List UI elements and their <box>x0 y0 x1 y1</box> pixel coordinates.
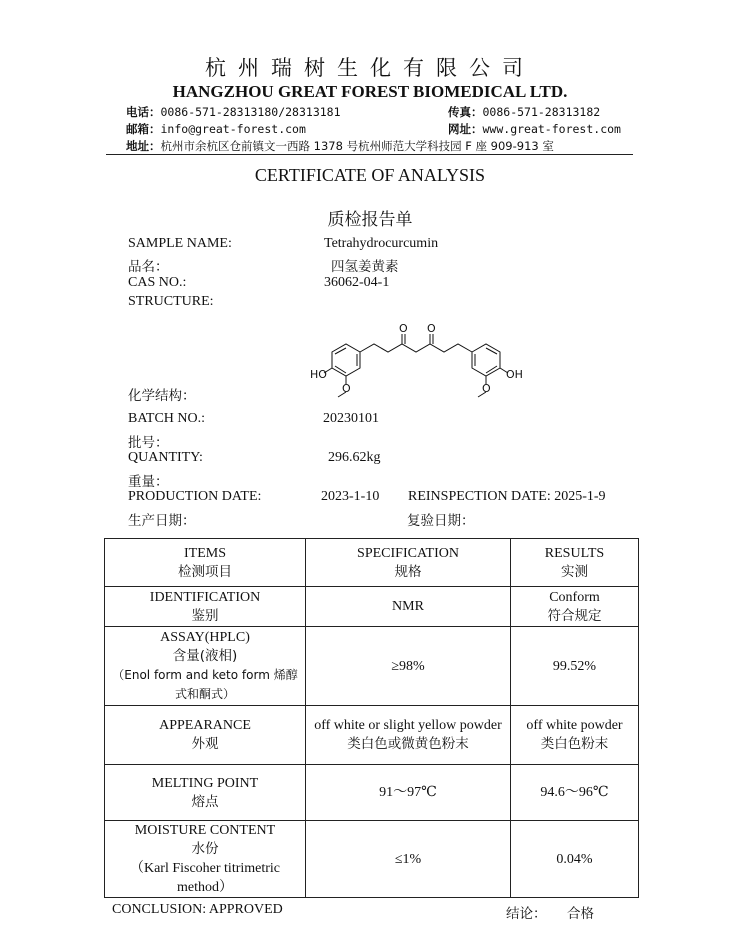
heptanedione-chain <box>360 344 472 352</box>
tel-label: 电话： <box>126 105 161 119</box>
reinspection-date-label-cn: 复验日期： <box>407 513 475 529</box>
table-row <box>105 587 639 627</box>
sample-name-label: SAMPLE NAME: <box>128 236 232 251</box>
cas-label: CAS NO.: <box>128 275 187 290</box>
quantity-label: QUANTITY: <box>128 450 203 465</box>
chemical-structure-diagram <box>310 318 540 406</box>
row-assay-result: 99.52% <box>511 627 639 706</box>
batch-label: BATCH NO.: <box>128 411 206 426</box>
table-row <box>105 627 639 706</box>
row-moisture-result: 0.04% <box>511 821 639 898</box>
hydroxyl-left: HO <box>310 368 327 381</box>
row-identification-item: IDENTIFICATION 鉴别 <box>105 587 306 627</box>
sample-name-value: Tetrahydrocurcumin <box>324 236 439 251</box>
sample-name-label-cn: 品名： <box>128 259 169 275</box>
address-line <box>126 138 554 154</box>
ketone-oxygen-right: O <box>427 322 436 335</box>
document-title-cn: 质检报告单 <box>327 210 413 230</box>
reinspection-date-label: REINSPECTION DATE: <box>408 489 551 504</box>
company-name-en: HANGZHOU GREAT FOREST BIOMEDICAL LTD. <box>172 82 568 101</box>
address-value: 杭州市余杭区仓前镇文一西路 1378 号杭州师范大学科技园 F 座 909-913 室 <box>160 139 554 153</box>
row-melting-point-result: 94.6～96℃ <box>511 765 639 821</box>
structure-label: STRUCTURE: <box>128 294 214 309</box>
row-identification-result: Conform 符合规定 <box>511 587 639 627</box>
fax-value: 0086-571-28313182 <box>482 105 601 119</box>
header-items: ITEMS 检测项目 <box>105 539 306 587</box>
web-value[interactable]: www.great-forest.com <box>482 122 621 136</box>
methoxy-oxygen-left: O <box>342 382 351 395</box>
conclusion-cn-label: 结论： <box>506 906 547 922</box>
web-line <box>448 121 621 137</box>
methoxy-oxygen-right: O <box>482 382 491 395</box>
table-row <box>105 821 639 898</box>
row-assay-item: ASSAY(HPLC) 含量(液相) （Enol form and keto form 烯醇式和酮式） <box>105 627 306 706</box>
production-date-label-cn: 生产日期： <box>128 513 196 529</box>
conclusion-en: CONCLUSION: APPROVED <box>112 902 283 917</box>
results-table <box>104 538 639 898</box>
quantity-label-cn: 重量： <box>128 474 169 490</box>
table-header-row <box>105 539 639 587</box>
left-benzene-ring <box>332 344 360 376</box>
table-row <box>105 706 639 765</box>
tel-line <box>126 104 341 120</box>
row-appearance-result: off white powder 类白色粉末 <box>511 706 639 765</box>
conclusion-cn-value: 合格 <box>567 906 594 922</box>
row-appearance-item: APPEARANCE 外观 <box>105 706 306 765</box>
table-row <box>105 765 639 821</box>
row-assay-spec: ≥98% <box>306 627 511 706</box>
batch-label-cn: 批号： <box>128 435 169 451</box>
production-date-label: PRODUCTION DATE: <box>128 489 262 504</box>
header-specification: SPECIFICATION 规格 <box>306 539 511 587</box>
email-value[interactable]: info@great-forest.com <box>160 122 306 136</box>
batch-value: 20230101 <box>323 411 379 426</box>
quantity-value: 296.62kg <box>328 450 381 465</box>
document-title-en: CERTIFICATE OF ANALYSIS <box>254 165 486 185</box>
reinspection-date-line <box>408 489 606 505</box>
email-label: 邮箱： <box>126 122 161 136</box>
fax-label: 传真： <box>448 105 483 119</box>
row-melting-point-spec: 91～97℃ <box>306 765 511 821</box>
row-appearance-spec: off white or slight yellow powder 类白色或微黄色粉末 <box>306 706 511 765</box>
structure-label-cn: 化学结构： <box>128 388 196 404</box>
right-benzene-ring <box>472 344 500 376</box>
row-identification-spec: NMR <box>306 587 511 627</box>
row-moisture-spec: ≤1% <box>306 821 511 898</box>
tel-value: 0086-571-28313180/28313181 <box>160 105 341 119</box>
hydroxyl-right: OH <box>506 368 523 381</box>
address-label: 地址： <box>126 139 161 153</box>
row-moisture-item: MOISTURE CONTENT 水份 （Karl Fiscoher titrimetric method） <box>105 821 306 898</box>
cas-value: 36062-04-1 <box>324 275 390 290</box>
header-divider <box>106 154 633 155</box>
company-name-cn: 杭州瑞树生化有限公司 <box>205 56 535 80</box>
production-date-value: 2023-1-10 <box>321 489 380 504</box>
fax-line <box>448 104 600 120</box>
email-line <box>126 121 306 137</box>
web-label: 网址： <box>448 122 483 136</box>
header-results: RESULTS 实测 <box>511 539 639 587</box>
reinspection-date-value: 2025-1-9 <box>554 489 606 504</box>
ketone-oxygen-left: O <box>399 322 408 335</box>
row-melting-point-item: MELTING POINT 熔点 <box>105 765 306 821</box>
sample-name-value-cn: 四氢姜黄素 <box>331 259 399 275</box>
